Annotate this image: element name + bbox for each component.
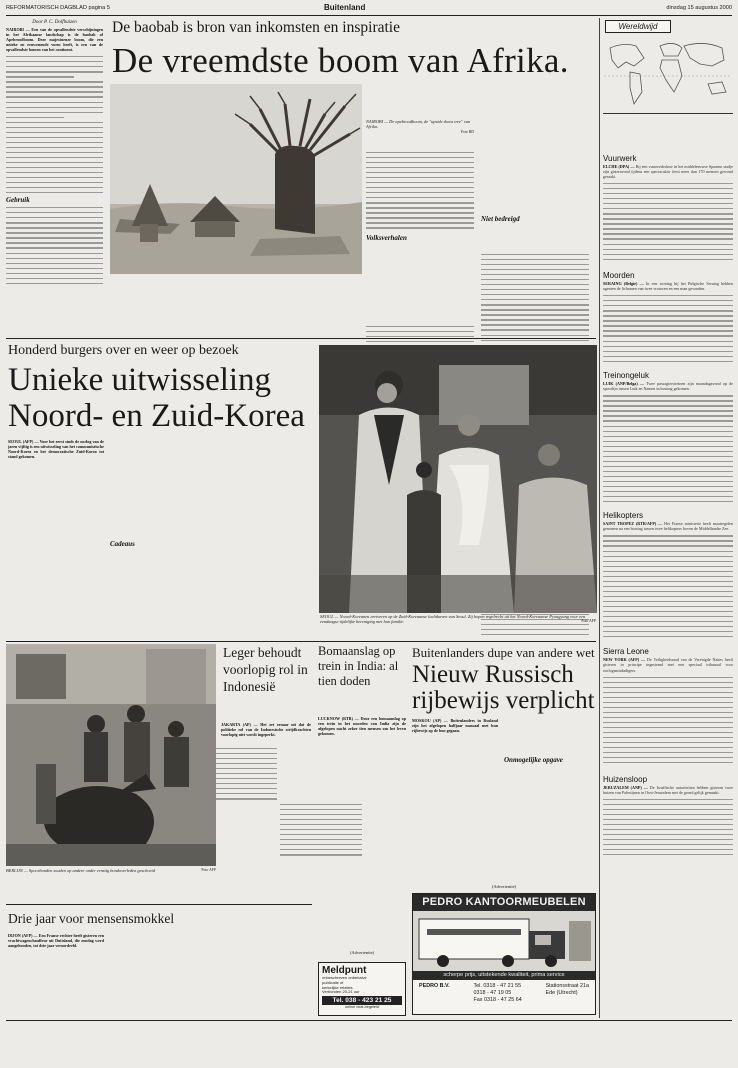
leger-headline: Leger behoudt voorlopig rol in Indonesië [223,645,308,694]
wereldwijd-item-5-head: Huizensloop [603,774,648,784]
wereldwijd-item-4-lines [603,677,733,769]
leger-lead [221,722,311,786]
wereldwijd-item-1-lines [603,295,733,365]
baobab-byline: Door P. C. Dolfhuizen [32,20,77,25]
baobab-tree-image [110,84,362,274]
baobab-col-2-text [366,152,474,232]
meldpunt-line3: kerkelijke relaties [322,984,353,990]
korea-caption-credit: Foto AFP [581,619,596,624]
section-rule-3 [6,904,312,905]
meldpunt-phone: Tel. 038 - 423 21 25 [322,996,402,1005]
korea-arrival-image [319,345,597,613]
baobab-sub-nietbedreigd: Niet bedreigd [481,215,520,223]
baobab-photo [110,84,362,274]
drie-jaar-lead [8,933,104,979]
wereldwijd-item-0-lead: ELCHE (DPA) — [603,164,635,169]
rijbewijs-sub-onmogelijke: Onmogelijke opgave [504,756,563,764]
wereldwijd-header [603,18,733,114]
section-rule-2 [6,641,596,642]
pedro-phones [473,983,521,1004]
meldpunt-line2: publicatie of [322,979,344,985]
wereldwijd-item-4-body [603,657,733,672]
wereldwijd-item-1-lead: SERAING (Belgie) — [603,281,644,287]
wereldwijd-item-3-lines [603,535,733,641]
wereldwijd-item-5-lead: JERUZALEM (ANP) — [603,784,648,790]
korea-caption [320,614,596,640]
pedro-tel2: 0318 - 47 19 05 [473,990,512,996]
wereldwijd-item-4-head: Sierra Leone [603,647,649,657]
korea-kicker: Honderd burgers over en weer op bezoek [8,343,239,358]
wereldwijd-item-0-body [603,164,733,179]
korea-headline-1: Unieke uitwisseling [8,362,272,398]
baobab-sub-gebruik: Gebruik [6,196,30,205]
rijbewijs-headline-2: rijbewijs verplicht [412,688,595,714]
rijbewijs-lead [412,718,498,766]
wereldwijd-item-0-head: Vuurwerk [603,154,637,163]
pedro-contact [413,980,595,1004]
baobab-caption-credit: Foto RD [460,129,474,134]
rijbewijs-lead-text: MOSKOU (AP) — Buitenlanders in Rusland zijn het afgelopen halfjaar massaal met hun rijbewijs op de bon gegaan. [412,718,498,734]
baobab-kicker: De baobab is bron van inkomsten en inspiratie [112,19,400,36]
wereldwijd-item-0 [603,154,733,265]
wereldwijd-item-1-body [603,281,733,291]
wereldwijd-item-3-head: Helikopters [603,511,644,521]
masthead-left: REFORMATORISCH DAGBLAD pagina 5 [6,5,110,11]
baobab-text-block [6,56,103,196]
wereldwijd-item-5-body [603,785,733,795]
pedro-address: Stationsstraat 21a [545,983,589,989]
meldpunt-line4: Verbonden 20-21 uur [322,989,360,995]
pedro-truck-image [413,911,595,971]
baobab-text-block-2 [6,207,103,285]
meldpunt-footer: online chat-begeleid [345,1005,379,1010]
wereldwijd-item-2-head: Treinongeluk [603,371,649,381]
wereldwijd-item-4-lead: NEW YORK (AFP) — [603,657,646,663]
drie-jaar-headline: Drie jaar voor mensensmokkel [8,911,175,926]
korea-sub-cadeaus: Cadeaus [110,540,135,548]
wereldwijd-item-2-body [603,381,733,391]
berlin-caption-credit: Foto AFP [201,868,216,872]
pedro-address-block [546,983,589,1004]
wereldwijd-item-5-text: De Israëlische autoriteiten hebben gisteren twee huizen van Palestijnen in Oost-Jeruzalem met de grond gelijk gemaakt. [603,784,733,795]
meldpunt-line1: onbeschreven onbehalve [322,975,367,980]
wereldwijd-item-3-body [603,521,733,531]
pedro-tel: Tel. 0318 - 47 21 55 [473,983,522,989]
wereldwijd-item-1-text: In een woning bij het Belgische Seraing hebben agenten de lichamen van twee vrouwen en een man gevonden. [603,281,733,292]
korea-lead-text: SEOUL (AFP) — Voor het eerst sinds de oorlog van de jaren vijftig is een uitwisseling van het communistische Noord-Korea en het democratische Zuid-Korea tot stand gekomen. [8,439,104,460]
wereldwijd-sidebar [603,18,733,1018]
wereldwijd-item-3-text: Het Franse ministerie heeft maatregelen genomen na een botsing tussen twee helikopters boven de Middellandse Zee. [603,521,733,532]
wereldwijd-item-4 [603,647,733,768]
berlin-caption-text: BERLIJN — Spoorbonden zouden op andere onder ernstig bondoverleden geschoeid [6,868,155,873]
wereldwijd-item-3-lead: SAINT TROPEZ (RTR/AFP) — [603,521,663,527]
sidebar-divider [599,18,600,1018]
pedro-ad-label: (Advertentie) [491,884,517,889]
bomaanslag-lead [318,716,406,768]
korea-caption-text: SEOUL — Noord-Koreanen arriveren op de Zuid-Koreaanse luchthaven van Seoul. Zij hopen regelrecht uit het Noord-Koreaanse Pyongyang voor een eendaagse tijdelijke hereniging met hun familie. [320,614,586,625]
wereldwijd-item-2-text: Twee passagierstreinen zijn maandagavond op de spoorlijn tussen Luik en Namen in botsing gekomen. [603,381,733,392]
korea-headline-2: Noord- en Zuid-Korea [8,398,305,434]
meldpunt-ad-label: (Advertentie) [349,950,375,955]
baobab-lead [6,27,103,52]
meldpunt-brand: Meldpunt [322,965,367,976]
wereldwijd-item-1-head: Moorden [603,271,635,281]
masthead [6,3,732,15]
wereldwijd-item-5-lines [603,799,733,859]
rijbewijs-kicker: Buitenlanders dupe van andere wet [412,645,595,660]
wereldwijd-item-4-text: De Veiligheidsraad van de Verenigde Naties heeft gisteren in principe ingestemd met een speciaal tribunaal voor oorlogsmisdadigers. [603,657,733,673]
berlin-image [6,644,216,866]
pedro-company: PEDRO B.V. [419,983,450,989]
pedro-slogan: scherpe prijs, uitstekende kwaliteit, prima service [413,971,595,980]
wereldwijd-item-0-text: Bij een vuurwerkshow in het middeleeuwse Spaanse stadje zijn gisteravond tijdens een spectaculair feest meer dan 170 mensen gewond geraakt. [603,164,733,180]
wereldwijd-item-3 [603,511,733,641]
pedro-ad-title: PEDRO KANTOORMEUBELEN [413,894,595,911]
pedro-fax: Fax 0318 - 47 25 64 [473,997,522,1003]
wereldwijd-item-1 [603,271,733,365]
korea-lead [8,439,104,539]
masthead-section: Buitenland [324,3,366,12]
section-rule-1 [6,338,596,339]
footer-rule [6,1020,732,1021]
wereldwijd-item-2-lines [603,395,733,505]
bomaanslag-headline: Bomaanslag op trein in India: al tien doden [318,644,399,688]
bomaanslag-lead-text: LUCKNOW (RTR) — Door een bomaanslag op een trein in het noorden van India zijn de afgelopen nacht zeker tien mensen om het leven gekomen. [318,716,406,737]
pedro-city: Ede (Utrecht) [545,990,578,996]
wereldwijd-item-2-lead: LUIK (ANP/Belga) — [603,381,645,387]
baobab-lead-text: NAIROBI — Een van de opvallendste verschijningen in het Afrikaanse landschap is de baobab of Apebroodboom. Deze majestueuze boom, die een unieke en eeuwenoude vorm heeft, is een van de opvallendste bomen van het continent. [6,27,103,53]
wereldwijd-item-2 [603,371,733,505]
berlin-photo [6,644,216,866]
leger-lead-text: JAKARTA (AP) — Het zet ernaar uit dat de politieke rol van de Indonesische strijdkrachten voorlopig niet wordt ingeperkt. [221,722,311,738]
pedro-ad [412,893,596,1015]
masthead-date: dinsdag 15 augustus 2000 [666,5,732,11]
baobab-headline: De vreemdste boom van Afrika. [112,42,569,80]
baobab-left-column [6,18,103,336]
world-map-icon [604,36,732,112]
korea-photo [319,345,597,613]
baobab-bottom-text-3 [280,804,362,860]
berlin-caption [6,868,216,902]
baobab-caption-text: NAIROBI — De apebroodboom, de "upside down tree" van Afrika. [366,119,471,130]
baobab-caption [366,119,474,149]
wereldwijd-item-0-lines [603,183,733,265]
drie-jaar-lead-text: DIJON (AFP) — Een Franse rechter heeft gisteren een vrachtwagenchauffeur uit Duitsland, die zondag werd aangehouden, tot drie jaar veroordeeld. [8,933,104,949]
rijbewijs-headline-1: Nieuw Russisch [412,662,574,688]
wereldwijd-item-5 [603,775,733,859]
baobab-sub-volksverhalen: Volksverhalen [366,234,407,242]
masthead-rule [6,15,732,16]
wereldwijd-title: Wereldwijd [605,20,671,33]
meldpunt-ad [318,962,406,1016]
